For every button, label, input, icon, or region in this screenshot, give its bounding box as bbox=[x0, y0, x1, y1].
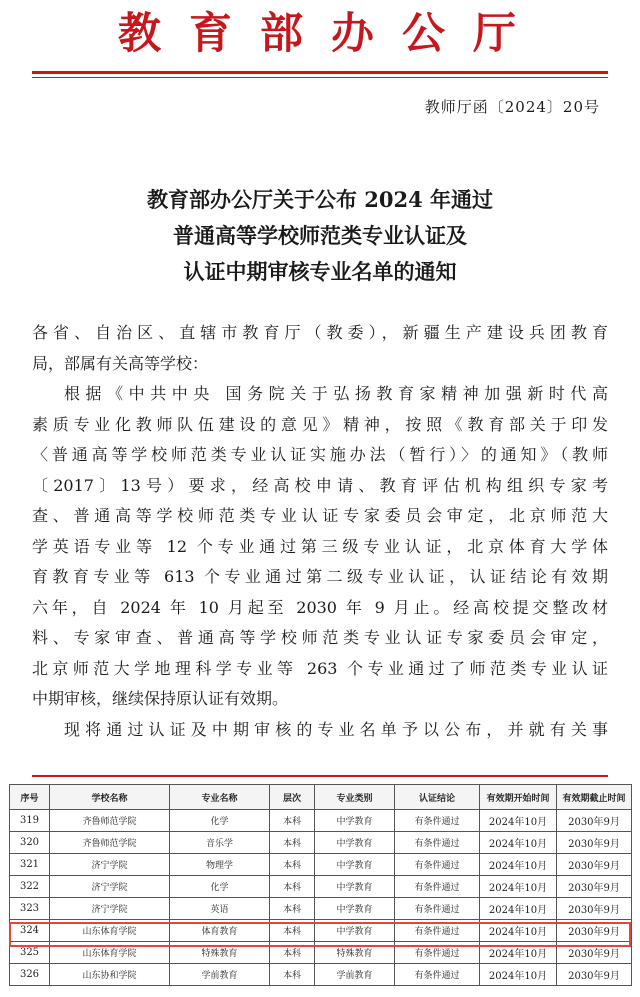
table-cell: 山东体育学院 bbox=[50, 920, 170, 942]
column-header: 认证结论 bbox=[395, 785, 480, 810]
table-cell: 本科 bbox=[270, 832, 315, 854]
body-line: 六年，自 2024 年 10 月起至 2030 年 9 月止。经高校提交整改材 bbox=[32, 597, 608, 617]
table-cell: 济宁学院 bbox=[50, 854, 170, 876]
column-header: 层次 bbox=[270, 785, 315, 810]
table-cell: 322 bbox=[10, 876, 50, 898]
table-cell: 325 bbox=[10, 942, 50, 964]
body-line: 〔2017〕13号）要求，经高校申请、教育评估机构组织专家考 bbox=[32, 475, 608, 495]
table-cell: 山东体育学院 bbox=[50, 942, 170, 964]
table-cell: 有条件通过 bbox=[395, 876, 480, 898]
table-row bbox=[10, 876, 632, 898]
body-line: 北京师范大学地理科学专业等 263 个专业通过了师范类专业认证 bbox=[32, 658, 608, 678]
table-cell: 2030年9月 bbox=[557, 854, 632, 876]
addressee: 各省、自治区、直辖市教育厅（教委），新疆生产建设兵团教育 bbox=[32, 323, 608, 342]
table-cell: 320 bbox=[10, 832, 50, 854]
body-paragraph-last: 现将通过认证及中期审核的专业名单予以公布，并就有关事 bbox=[64, 719, 608, 739]
table-cell: 学前教育 bbox=[315, 964, 395, 986]
table-cell: 2030年9月 bbox=[557, 920, 632, 942]
table-cell: 中学教育 bbox=[315, 898, 395, 920]
table-cell: 2024年10月 bbox=[480, 942, 557, 964]
column-header: 有效期截止时间 bbox=[557, 785, 632, 810]
table-cell: 本科 bbox=[270, 854, 315, 876]
masthead-title: 教育部办公厅 bbox=[118, 9, 544, 59]
table-cell: 有条件通过 bbox=[395, 964, 480, 986]
table-cell: 本科 bbox=[270, 964, 315, 986]
masthead-rule-thin bbox=[32, 77, 608, 78]
title-line: 教育部办公厅关于公布 2024 年通过 bbox=[146, 187, 494, 212]
addressee: 局，部属有关高等学校： bbox=[32, 353, 209, 373]
table-cell: 2030年9月 bbox=[557, 832, 632, 854]
section-divider bbox=[32, 775, 608, 777]
table-cell: 326 bbox=[10, 964, 50, 986]
table-cell: 中学教育 bbox=[315, 832, 395, 854]
table-cell: 2024年10月 bbox=[480, 898, 557, 920]
document-number: 教师厅函〔2024〕20号 bbox=[424, 98, 600, 116]
table-cell: 319 bbox=[10, 810, 50, 832]
table-cell: 有条件通过 bbox=[395, 810, 480, 832]
table-cell: 济宁学院 bbox=[50, 898, 170, 920]
table-cell: 有条件通过 bbox=[395, 832, 480, 854]
table-cell: 2024年10月 bbox=[480, 854, 557, 876]
table-cell: 化学 bbox=[170, 810, 270, 832]
table-cell: 2030年9月 bbox=[557, 876, 632, 898]
table-cell: 英语 bbox=[170, 898, 270, 920]
table-cell: 2030年9月 bbox=[557, 942, 632, 964]
column-header: 专业类别 bbox=[315, 785, 395, 810]
table-cell: 中学教育 bbox=[315, 920, 395, 942]
table-cell: 本科 bbox=[270, 810, 315, 832]
table-cell: 2030年9月 bbox=[557, 964, 632, 986]
table-row bbox=[10, 854, 632, 876]
body-line: 素质专业化教师队伍建设的意见》精神，按照《教育部关于印发 bbox=[32, 414, 608, 434]
table-row bbox=[10, 964, 632, 986]
body-line: 查、普通高等学校师范类专业认证专家委员会审定，北京师范大 bbox=[32, 506, 608, 525]
table-cell: 山东协和学院 bbox=[50, 964, 170, 986]
body-line: 〈普通高等学校师范类专业认证实施办法（暂行）〉的通知》（教师 bbox=[32, 445, 608, 464]
table-cell: 中学教育 bbox=[315, 810, 395, 832]
title-line: 认证中期审核专业名单的通知 bbox=[183, 259, 457, 284]
table-row bbox=[10, 832, 632, 854]
table-cell: 2024年10月 bbox=[480, 832, 557, 854]
table-cell: 2024年10月 bbox=[480, 920, 557, 942]
body-paragraph bbox=[32, 379, 608, 715]
table-row bbox=[10, 898, 632, 920]
document-title bbox=[0, 182, 640, 290]
document-body bbox=[32, 318, 608, 745]
table-cell: 2024年10月 bbox=[480, 964, 557, 986]
body-line: 中期审核，继续保持原认证有效期。 bbox=[32, 689, 289, 708]
table-cell: 有条件通过 bbox=[395, 942, 480, 964]
table-cell: 2024年10月 bbox=[480, 810, 557, 832]
table-cell: 有条件通过 bbox=[395, 920, 480, 942]
table-cell: 有条件通过 bbox=[395, 854, 480, 876]
table-header-row bbox=[10, 785, 632, 810]
table-cell: 特殊教育 bbox=[170, 942, 270, 964]
column-header: 学校名称 bbox=[50, 785, 170, 810]
table-cell: 321 bbox=[10, 854, 50, 876]
table-row bbox=[10, 942, 632, 964]
table-cell: 323 bbox=[10, 898, 50, 920]
body-line: 料、专家审查、普通高等学校师范类专业认证专家委员会审定， bbox=[32, 628, 608, 647]
table-cell: 2030年9月 bbox=[557, 810, 632, 832]
body-line: 育教育专业等 613 个专业通过第二级专业认证，认证结论有效期 bbox=[32, 567, 608, 586]
table-cell: 有条件通过 bbox=[395, 898, 480, 920]
body-line: 学英语专业等 12 个专业通过第三级专业认证，北京体育大学体 bbox=[32, 536, 608, 556]
table-cell: 本科 bbox=[270, 920, 315, 942]
table-cell: 本科 bbox=[270, 898, 315, 920]
program-table bbox=[9, 784, 632, 986]
table-cell: 齐鲁师范学院 bbox=[50, 832, 170, 854]
table-cell: 中学教育 bbox=[315, 854, 395, 876]
column-header: 有效期开始时间 bbox=[480, 785, 557, 810]
column-header: 专业名称 bbox=[170, 785, 270, 810]
table-cell: 学前教育 bbox=[170, 964, 270, 986]
title-line: 普通高等学校师范类专业认证及 bbox=[173, 223, 467, 248]
table-cell: 物理学 bbox=[170, 854, 270, 876]
table-cell: 本科 bbox=[270, 876, 315, 898]
table-cell: 齐鲁师范学院 bbox=[50, 810, 170, 832]
table-cell: 本科 bbox=[270, 942, 315, 964]
table-cell: 化学 bbox=[170, 876, 270, 898]
masthead-rule-thick bbox=[32, 71, 608, 74]
table-cell: 音乐学 bbox=[170, 832, 270, 854]
table-row bbox=[10, 810, 632, 832]
column-header: 序号 bbox=[10, 785, 50, 810]
table-cell: 特殊教育 bbox=[315, 942, 395, 964]
table-cell: 324 bbox=[10, 920, 50, 942]
table-cell: 济宁学院 bbox=[50, 876, 170, 898]
table-row bbox=[10, 920, 632, 942]
table-cell: 中学教育 bbox=[315, 876, 395, 898]
table-cell: 2024年10月 bbox=[480, 876, 557, 898]
table-cell: 2030年9月 bbox=[557, 898, 632, 920]
body-line: 根据《中共中央 国务院关于弘扬教育家精神加强新时代高 bbox=[64, 384, 608, 403]
table-cell: 体育教育 bbox=[170, 920, 270, 942]
